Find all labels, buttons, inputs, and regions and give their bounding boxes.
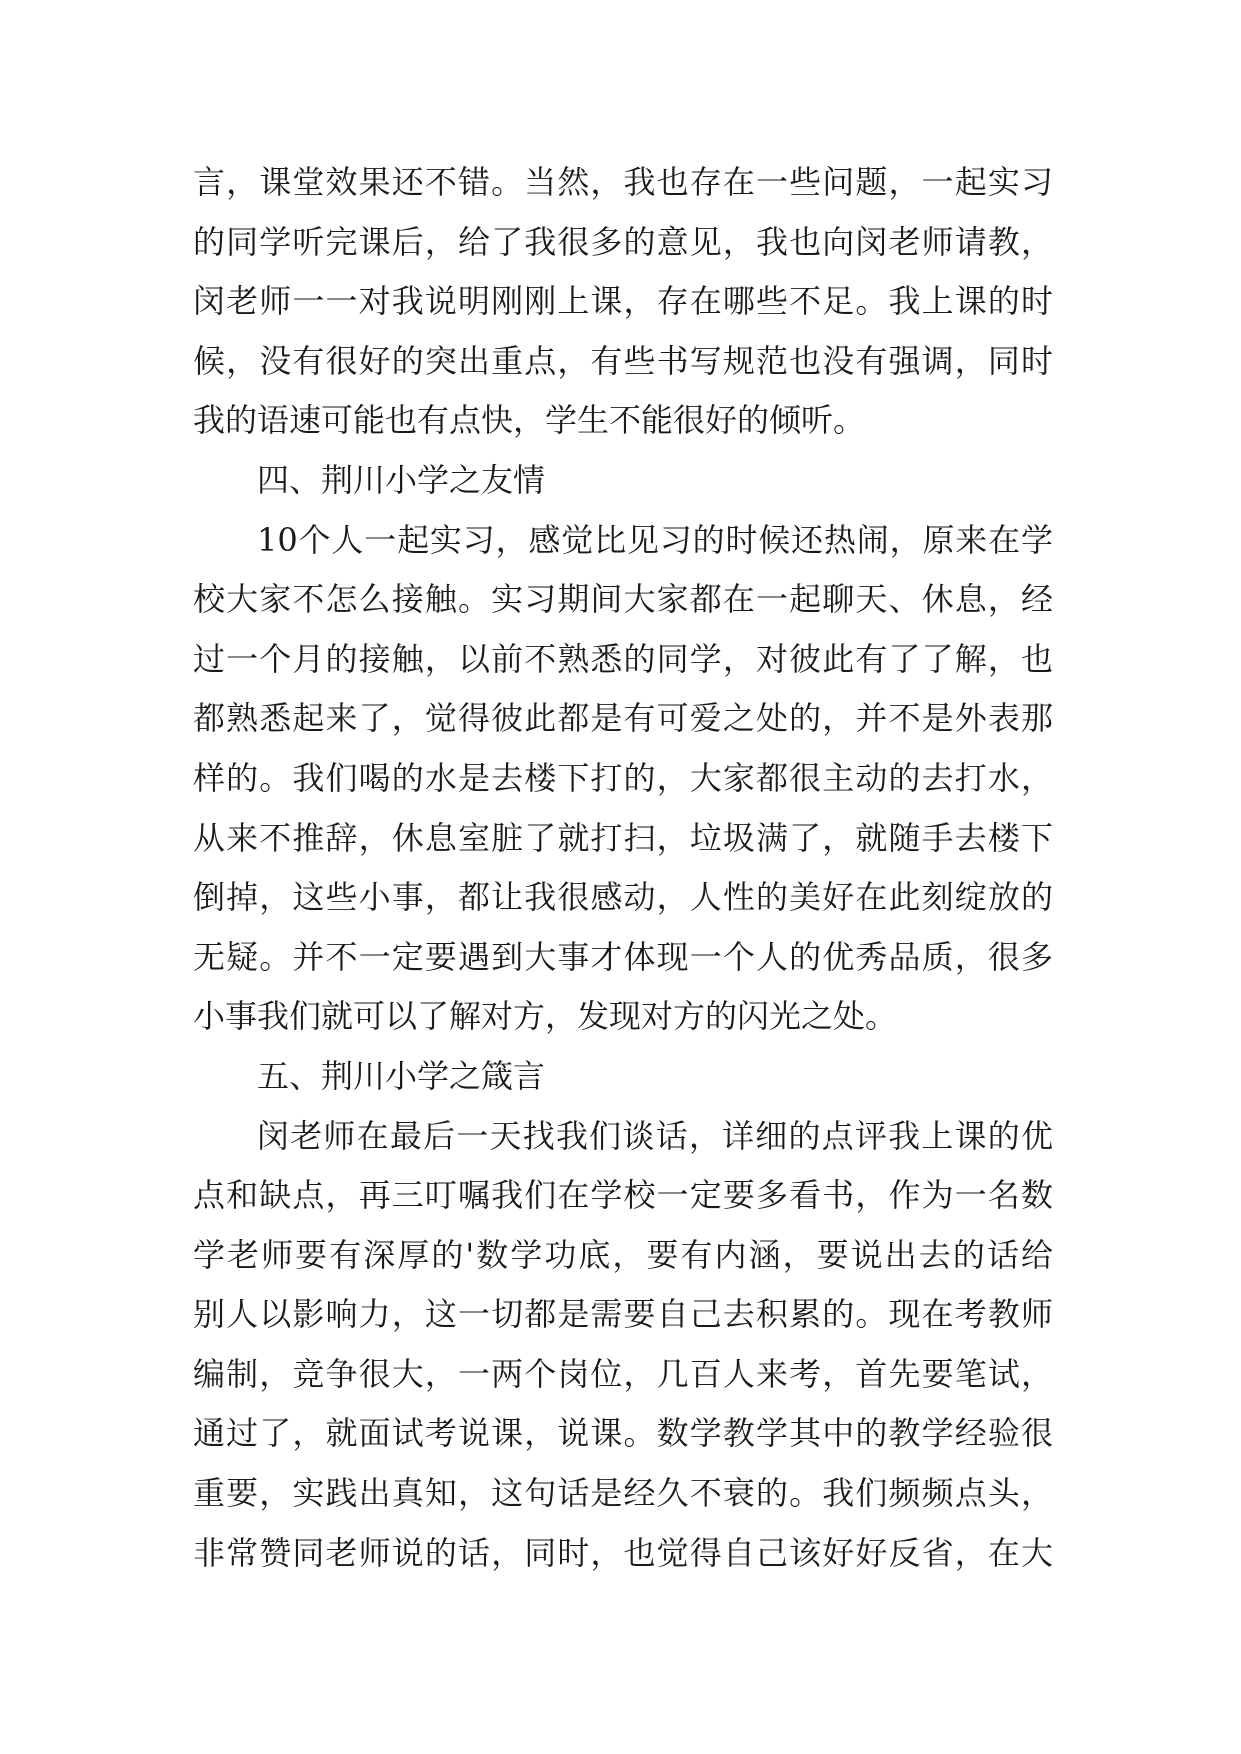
text-line: 学老师要有深厚的'数学功底，要有内涵，要说出去的话给 (193, 1235, 1053, 1274)
text-line: 小事我们就可以了解对方，发现对方的闪光之处。 (193, 997, 898, 1036)
text-line: 非常赞同老师说的话，同时，也觉得自己该好好反省，在大 (193, 1533, 1053, 1572)
text-line: 言，课堂效果还不错。当然，我也存在一些问题，一起实习 (193, 163, 1053, 201)
text-line: 10个人一起实习，感觉比见习的时候还热闹，原来在学 (257, 520, 1053, 559)
text-line: 我的语速可能也有点快，学生不能很好的倾听。 (193, 401, 866, 440)
text-line: 候，没有很好的突出重点，有些书写规范也没有强调，同时 (193, 341, 1053, 380)
text-line: 过一个月的接触，以前不熟悉的同学，对彼此有了了解，也 (193, 639, 1053, 678)
text-line: 从来不推辞，休息室脏了就打扫，垃圾满了，就随手去楼下 (193, 818, 1053, 857)
text-line: 闵老师在最后一天找我们谈话，详细的点评我上课的优 (257, 1116, 1053, 1155)
text-line: 点和缺点，再三叮嘱我们在学校一定要多看书，作为一名数 (193, 1176, 1053, 1215)
text-line: 重要，实践出真知，这句话是经久不衰的。我们频频点头， (193, 1474, 1053, 1513)
text-line: 样的。我们喝的水是去楼下打的，大家都很主动的去打水， (193, 758, 1053, 797)
text-line: 校大家不怎么接触。实习期间大家都在一起聊天、休息，经 (193, 580, 1053, 619)
section-heading: 五、荆川小学之箴言 (257, 1056, 546, 1095)
text-line: 的同学听完课后，给了我很多的意见，我也向闵老师请教， (193, 222, 1053, 261)
text-line: 无疑。并不一定要遇到大事才体现一个人的优秀品质，很多 (193, 937, 1053, 976)
section-heading: 四、荆川小学之友情 (257, 460, 546, 499)
text-line: 都熟悉起来了，觉得彼此都是有可爱之处的，并不是外表那 (193, 699, 1053, 738)
text-line: 别人以影响力，这一切都是需要自己去积累的。现在考教师 (193, 1295, 1053, 1334)
text-line: 编制，竞争很大，一两个岗位，几百人来考，首先要笔试， (193, 1354, 1053, 1393)
body-text (193, 153, 1053, 1583)
text-line: 闵老师一一对我说明刚刚上课，存在哪些不足。我上课的时 (193, 282, 1053, 321)
text-line: 倒掉，这些小事，都让我很感动，人性的美好在此刻绽放的 (193, 878, 1053, 917)
text-line: 通过了，就面试考说课，说课。数学教学其中的教学经验很 (193, 1414, 1053, 1453)
